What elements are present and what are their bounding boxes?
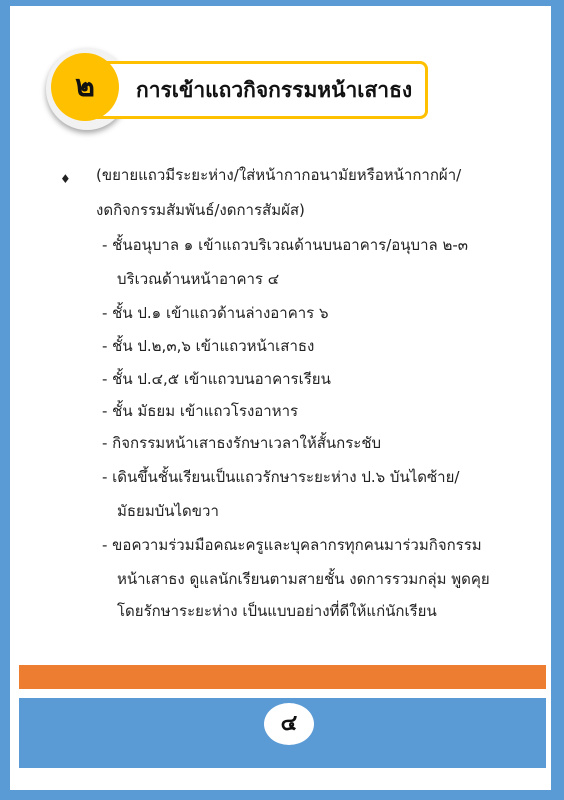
text-line: - ชั้น ป.๒,๓,๖ เข้าแถวหน้าเสาธง <box>102 337 315 355</box>
text-line: - ขอความร่วมมือคณะครูและบุคลากรทุกคนมาร่วมกิจกรรม <box>102 536 482 554</box>
text-line: บริเวณด้านหน้าอาคาร ๔ <box>117 270 280 288</box>
text-line: งดกิจกรรมสัมพันธ์/งดการสัมผัส) <box>96 201 305 219</box>
text-line: - เดินขึ้นชั้นเรียนเป็นแถวรักษาระยะห่าง ป.๖ บันไดซ้าย/ <box>102 468 460 486</box>
text-line: - ชั้น ป.๔,๕ เข้าแถวบนอาคารเรียน <box>102 370 331 388</box>
page-number: ๔ <box>264 703 314 745</box>
text-line: - ชั้นอนุบาล ๑ เข้าแถวบริเวณด้านบนอาคาร/อนุบาล ๒-๓ <box>102 236 469 254</box>
text-line: หน้าเสาธง ดูแลนักเรียนตามสายชั้น งดการรวมกลุ่ม พูดคุย <box>117 570 490 588</box>
text-line: - ชั้น มัธยม เข้าแถวโรงอาหาร <box>102 402 299 420</box>
text-line: - กิจกรรมหน้าเสาธงรักษาเวลาให้สั้นกระชับ <box>102 434 382 452</box>
text-line: (ขยายแถวมีระยะห่าง/ใส่หน้ากากอนามัยหรือหน้ากากผ้า/ <box>96 166 462 184</box>
text-line: มัธยมบันไดขวา <box>117 502 219 520</box>
diamond-bullet-icon: ♦ <box>60 172 71 186</box>
text-line: - ชั้น ป.๑ เข้าแถวด้านล่างอาคาร ๖ <box>102 304 329 322</box>
footer-orange-bar <box>19 665 546 689</box>
section-title: การเข้าแถวกิจกรรมหน้าเสาธง <box>136 78 413 102</box>
text-line: โดยรักษาระยะห่าง เป็นแบบอย่างที่ดีให้แก่นักเรียน <box>117 602 437 620</box>
section-number: ๒ <box>51 53 119 121</box>
